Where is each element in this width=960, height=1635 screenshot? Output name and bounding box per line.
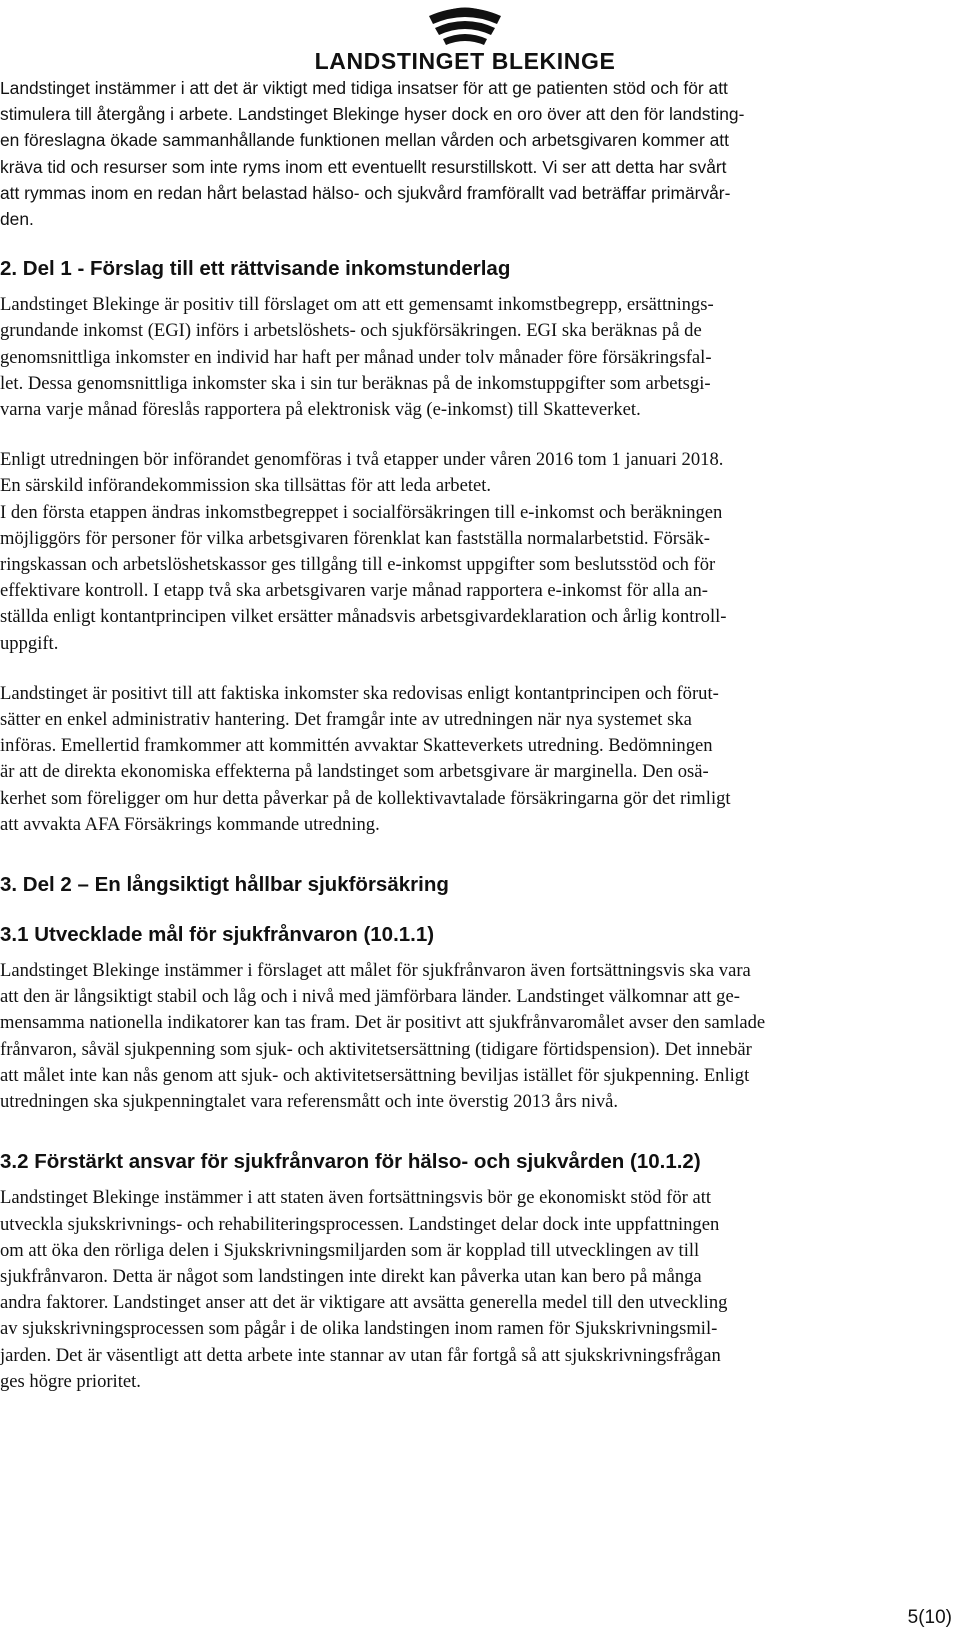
wave-emblem-icon [419,2,511,46]
section-2-heading: 2. Del 1 - Förslag till ett rättvisande inkomstunderlag [0,257,511,281]
logo-text: LANDSTINGET BLEKINGE [314,48,616,74]
section-2-paragraph-2: Enligt utredningen bör införandet genomföras i två etapper under våren 2016 tom 1 januari 2018. En särskild införandekommission ska tillsättas för att leda arbetet. I den första etappen ändras inkomstbegreppet i socialförsäkringen till e-inkomst och beräkningen möjliggörs för personer för vilka arbetsgivaren förenklat kan fastställa normalarbetstid. Försäk- ringskassan och arbetslöshetskassor ges tillgång till e-inkomst uppgifter som beslutsstöd och för effektivare kontroll. I etapp två ska arbetsgivaren varje månad rapportera e-inkomst för alla an- ställda enligt kontantprincipen vilket ersätter månadsvis arbetsgivardeklaration och årlig kontroll- uppgift. [0,449,727,654]
section-3-1-heading: 3.1 Utvecklade mål för sjukfrånvaron (10.1.1) [0,923,435,947]
section-3-2-paragraph: Landstinget Blekinge instämmer i att staten även fortsättningsvis bör ge ekonomiskt stöd för att utveckla sjukskrivnings- och rehabiliteringsprocessen. Landstinget delar dock inte uppfattningen om att öka den rörliga delen i Sjukskrivningsmiljarden som är kopplad till utvecklingen av till sjukfrånvaron. Detta är något som landstingen inte direkt kan påverka utan kan bero på många andra faktorer. Landstinget anser att det är viktigare att avsätta generella medel till den utveckling av sjukskrivningsprocessen som pågår i de olika landstingen inom ramen för Sjukskrivningsmil- jarden. Det är väsentligt att detta arbete inte stannar av utan får fortgå så att sjukskrivningsfrågan ges högre prioritet. [0,1187,728,1392]
section-2-paragraph-3: Landstinget är positivt till att faktiska inkomster ska redovisas enligt kontantprincipen och förut- sätter en enkel administrativ hantering. Det framgår inte av utredningen när nya systemet ska införas. Emellertid framkommer att kommittén avvaktar Skatteverkets utredning. Bedömningen är att de direkta ekonomiska effekterna på landstinget som arbetsgivare är marginella. Den osä- kerhet som föreligger om hur detta påverkar på de kollektivavtalade försäkringarna gör det rimligt att avvakta AFA Försäkrings kommande utredning. [0,682,731,835]
page-number: 5(10) [907,1607,952,1628]
intro-paragraph: Landstinget instämmer i att det är viktigt med tidiga insatser för att ge patienten stöd och för att stimulera till återgång i arbete. Landstinget Blekinge hyser dock en oro över att den för landsting- en föreslagna ökade sammanhållande funktionen mellan vården och arbetsgivaren kommer att kräva tid och resurser som inte ryms inom ett eventuellt resurstillskott. Vi ser att detta har svårt att rymmas inom en redan hårt belastad hälso- och sjukvård framförallt vad beträffar primärvår- den. [0,78,745,230]
header-logo [300,2,630,80]
section-3-2-heading: 3.2 Förstärkt ansvar för sjukfrånvaron för hälso- och sjukvården (10.1.2) [0,1150,701,1174]
section-3-1-paragraph: Landstinget Blekinge instämmer i förslaget att målet för sjukfrånvaron även fortsättningsvis ska vara att den är långsiktigt stabil och låg och i nivå med jämförbara länder. Landstinget välkomnar att ge- mensamma nationella indikatorer kan tas fram. Det är positivt att sjukfrånvaromålet avser den samlade frånvaron, såväl sjukpenning som sjuk- och aktivitetsersättning (tidigare förtidspension). Det innebär att målet inte kan nås genom att sjuk- och aktivitetsersättning beviljas istället för sjukpenning. Enligt utredningen ska sjukpenningtalet vara referensmått och inte överstig 2013 års nivå. [0,960,766,1113]
section-2-paragraph-1: Landstinget Blekinge är positiv till förslaget om att ett gemensamt inkomstbegrepp, ersättnings- grundande inkomst (EGI) införs i arbetslöshets- och sjukförsäkringen. EGI ska beräknas på de genomsnittliga inkomster en individ har haft per månad under tolv månader före försäkringsfal- let. Dessa genomsnittliga inkomster ska i sin tur beräknas på de inkomstuppgifter som arbetsgi- varna varje månad föreslås rapportera på elektronisk väg (e-inkomst) till Skatteverket. [0,294,714,421]
document-body [0,75,952,1395]
section-3-heading: 3. Del 2 – En långsiktigt hållbar sjukförsäkring [0,873,449,897]
